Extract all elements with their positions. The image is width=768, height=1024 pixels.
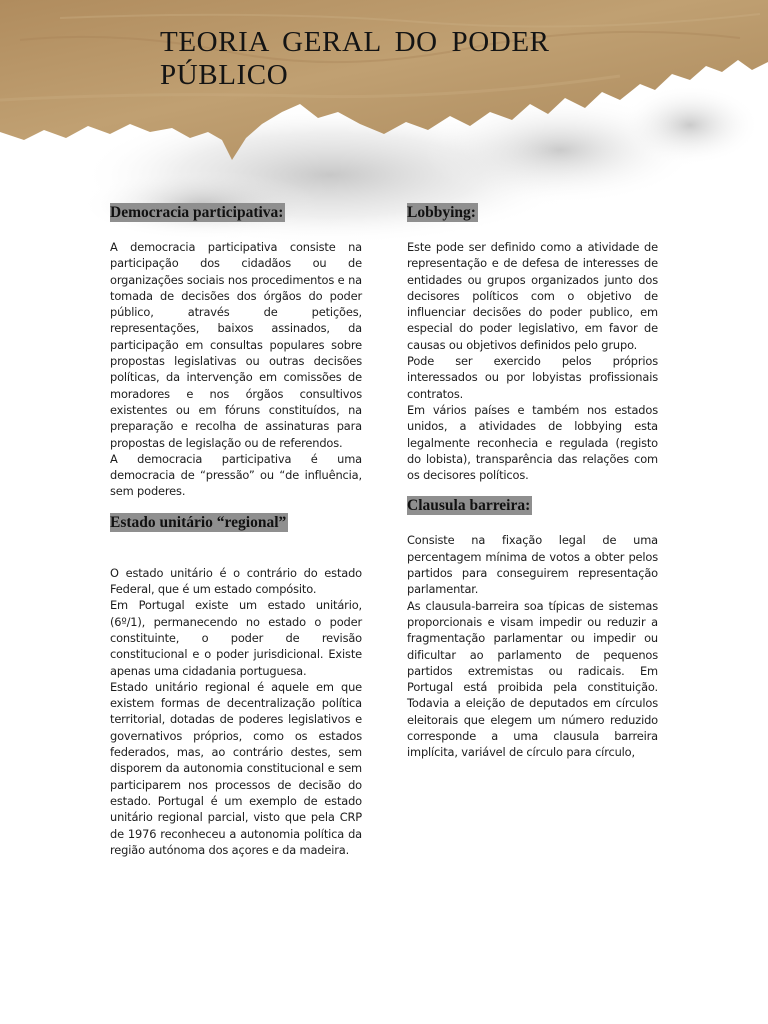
page-title: TEORIA GERAL DO PODER PÚBLICO [160, 26, 550, 91]
paragraph: Consiste na fixação legal de uma percentagem mínima de votos a obter pelos partidos para conseguirem representação parlamentar. [407, 533, 658, 597]
section-heading: Democracia participativa: [110, 204, 284, 221]
paragraph: Pode ser exercido pelos próprios interessados ou por lobyistas profissionais contratos. [407, 354, 658, 401]
section-heading: Lobbying: [407, 204, 476, 221]
section-clausula-barreira [407, 495, 658, 760]
section-lobbying [407, 202, 658, 483]
section-estado-unitario-regional [110, 512, 362, 858]
paragraph: A democracia participativa é uma democracia de “pressão” ou “de influência, sem poderes. [110, 451, 362, 499]
paragraph: Em Portugal existe um estado unitário, (6º/1), permanecendo no estado o poder constituinte, o poder de revisão constitucional e o poder jurisdicional. Existe apenas uma cidadania portuguesa. [110, 598, 362, 678]
paragraph: Estado unitário regional é aquele em que existem formas de decentralização política territorial, dotadas de poderes legislativos e governativos próprios, como os estados federados, mas, ao contrário destes, sem disporem da autonomia constitucional e sem participarem nos processos de decisão do estado. Portugal é um exemplo de estado unitário regional parcial, visto que pela CRP de 1976 reconheceu a autonomia política da região autónoma dos açores e da madeira. [110, 679, 362, 857]
section-democracia-participativa [110, 202, 362, 500]
section-heading: Clausula barreira: [407, 497, 531, 515]
section-heading: Estado unitário “regional” [110, 513, 287, 531]
paragraph: A democracia participativa consiste na participação dos cidadãos ou de organizações sociais nos procedimentos e na tomada de decisões dos órgãos do poder público, através de petições, representações, baixos assinados, da participação em consultas populares sobre propostas legislativas ou outras decisões políticas, da intervenção em comissões de moradores e nos órgãos consultivos existentes ou em fóruns constituídos, na preparação e recolha de assinaturas para propostas de legislação ou de referendos. [110, 240, 362, 450]
right-column [407, 202, 658, 761]
left-column [110, 202, 362, 858]
paragraph: Este pode ser definido como a atividade de representação e de defesa de interesses de entidades ou grupos organizados junto dos decisores políticos com o objetivo de influenciar decisões do poder publico, em especial do poder legislativo, em favor de causas ou objetivos definidos pelo grupo. [407, 240, 658, 352]
paragraph: As clausula-barreira soa típicas de sistemas proporcionais e visam impedir ou reduzir a fragmentação parlamentar ou impedir ou dificultar ao parlamento de pequenos partidos extremistas ou radicais. Em Portugal está proibida pela constituição. Todavia a eleição de deputados em círculos eleitorais que elegem um número reduzido corresponde a uma clausula barreira implícita, variável de círculo para círculo, [407, 598, 658, 760]
paragraph: O estado unitário é o contrário do estado Federal, que é um estado compósito. [110, 565, 362, 597]
paragraph: Em vários países e também nos estados unidos, a atividades de lobbying esta legalmente reconhecia e regulada (registo do lobista), transparência das relações com os decisores políticos. [407, 402, 658, 483]
